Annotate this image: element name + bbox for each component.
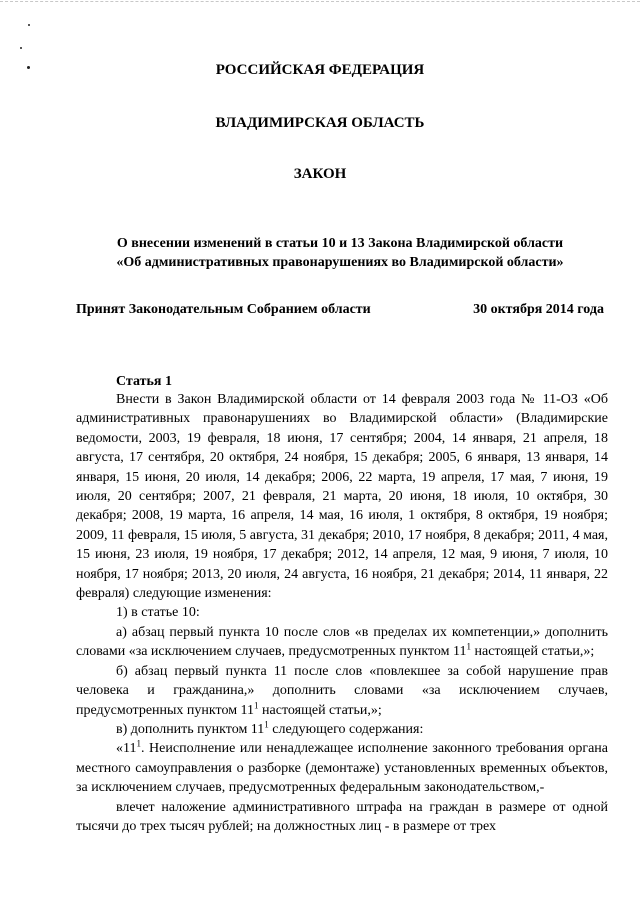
- country-heading: РОССИЙСКАЯ ФЕДЕРАЦИЯ: [215, 62, 425, 78]
- article-body: [76, 390, 608, 836]
- scan-speck: [20, 47, 22, 49]
- adoption-line: [76, 302, 604, 318]
- subitem-c: в) дополнить пунктом $11^1$ следующего содержания:: [116, 719, 424, 737]
- scan-top-edge: [0, 1, 640, 2]
- law-title-line: «Об административных правонарушениях во Владимирской области»: [116, 255, 564, 270]
- quoted-clause: «$11^1$. Неисполнение или ненадлежащее исполнение законного требования органа местного самоуправления о разборке (демонтаже) установленных временных объектов, за исключением случаев, предусмотренных федеральным законодательством,-: [76, 738, 608, 796]
- law-title: [60, 234, 620, 272]
- subitem-b: б) абзац первый пункта 11 после слов «повлекшее за собой нарушение прав человека и гражданина,» дополнить словами «за исключением случаев, предусмотренных пунктом $11^1$ настоящей статьи,»;: [76, 663, 608, 718]
- penalty-clause: влечет наложение административного штрафа на граждан в размере от одной тысячи до трех тысяч рублей; на должностных лиц - в размере от трех: [76, 799, 608, 834]
- article-intro: Внести в Закон Владимирской области от 14 февраля 2003 года № 11-ОЗ «Об административных правонарушениях во Владимирской области» (Владимирские ведомости, 2003, 19 февраля, 18 июня, 17 сентября; 2004, 14 января, 21 апреля, 18 августа, 17 сентября, 20 октября, 24 ноября, 15 декабря; 2005, 6 января, 13 января, 14 января, 15 июня, 20 июля, 14 декабря; 2006, 22 марта, 19 апреля, 17 мая, 7 июня, 19 июля, 20 сентября; 2007, 21 февраля, 21 марта, 20 июня, 18 июля, 10 октября, 30 декабря; 2008, 19 марта, 16 апреля, 14 мая, 16 июля, 1 октября, 8 октября, 19 ноября; 2009, 11 февраля, 15 июля, 5 августа, 31 декабря; 2010, 17 ноября, 8 декабря; 2011, 4 мая, 15 июня, 23 июля, 19 ноября, 17 декабря; 2012, 14 апреля, 12 мая, 9 июня, 7 июля, 10 ноября, 17 ноября; 2013, 20 июля, 24 августа, 16 ноября, 21 декабря; 2014, 11 января, 22 февраля) следующие изменения:: [76, 392, 608, 602]
- adopted-by: Принят Законодательным Собранием области: [76, 302, 371, 317]
- item-1: 1) в статье 10:: [116, 605, 200, 621]
- scan-speck: [28, 24, 30, 26]
- law-title-line: О внесении изменений в статьи 10 и 13 Закона Владимирской области: [116, 236, 564, 251]
- doc-type-heading: ЗАКОН: [293, 166, 347, 182]
- article-title: Статья 1: [116, 374, 172, 389]
- adoption-date: 30 октября 2014 года: [473, 302, 604, 317]
- subitem-a: а) абзац первый пункта 10 после слов «в пределах их компетенции,» дополнить словами «за исключением случаев, предусмотренных пунктом $11^1$ настоящей статьи,»;: [76, 624, 608, 660]
- region-heading: ВЛАДИМИРСКАЯ ОБЛАСТЬ: [215, 115, 425, 131]
